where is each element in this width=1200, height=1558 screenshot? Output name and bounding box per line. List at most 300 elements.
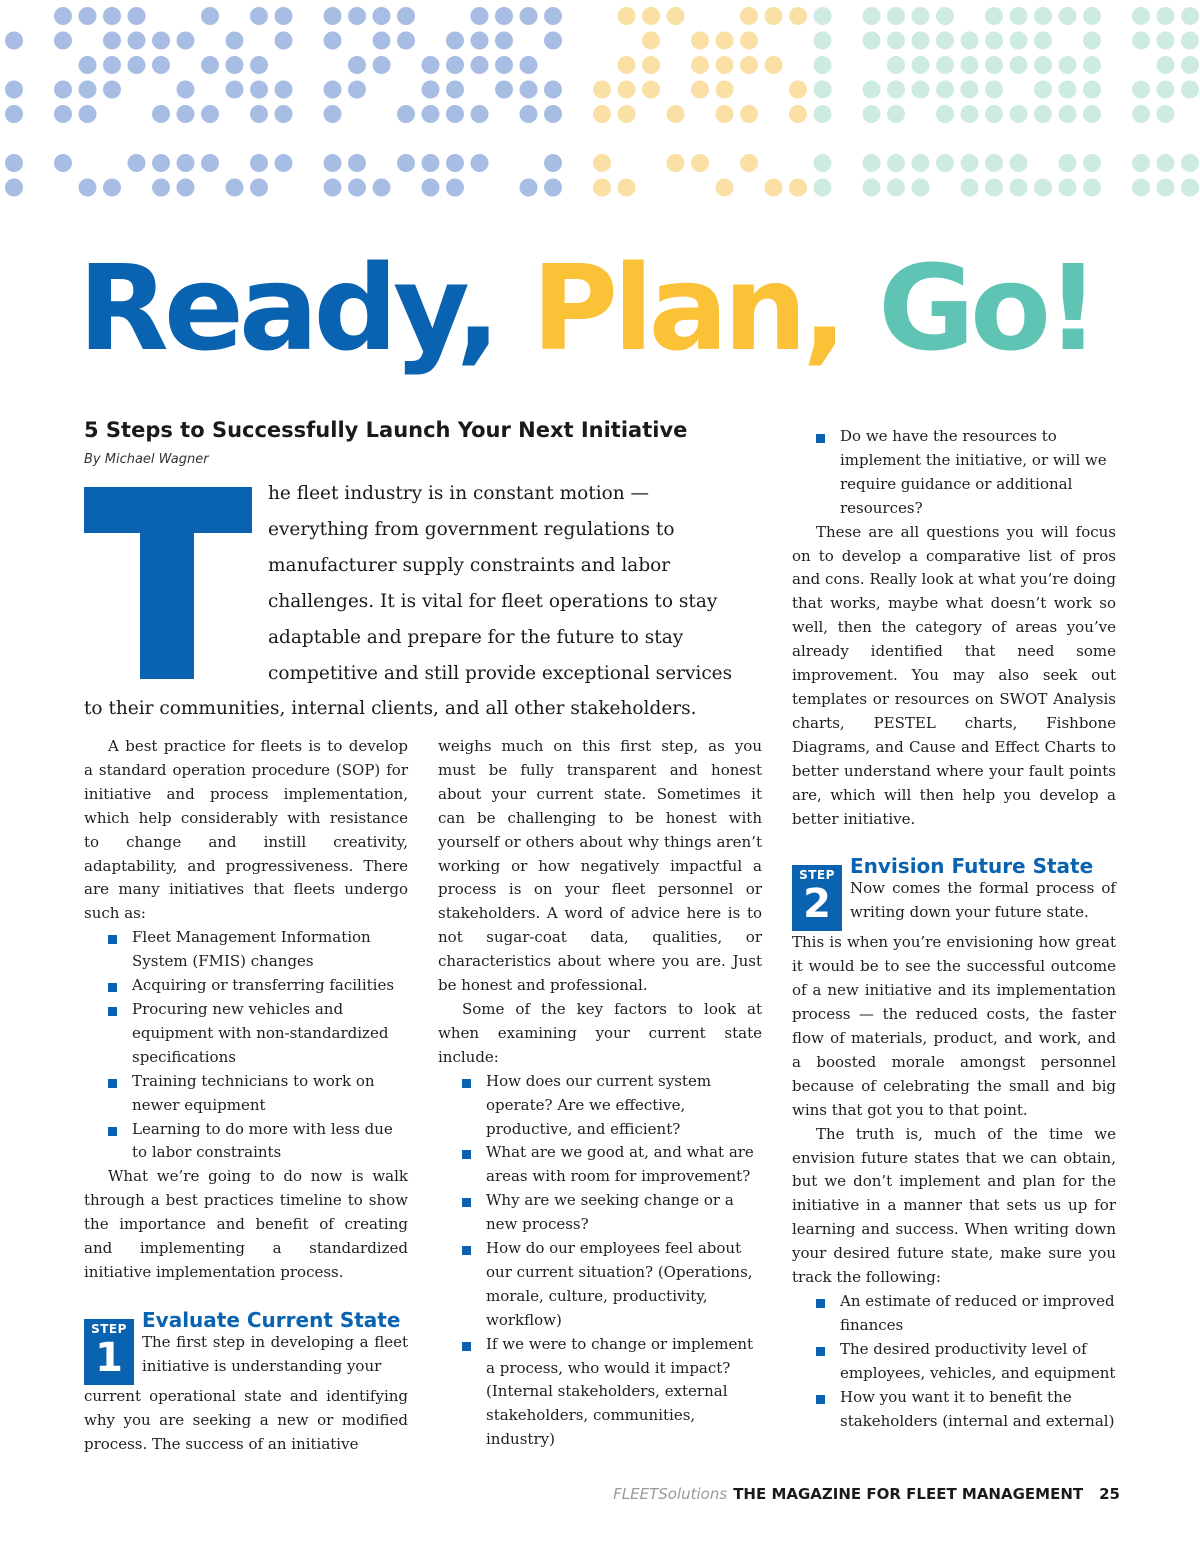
decorative-dot bbox=[446, 154, 464, 172]
list-item: Acquiring or transferring facilities bbox=[84, 974, 408, 998]
decorative-dot bbox=[79, 56, 97, 74]
decorative-dot bbox=[324, 7, 342, 25]
list-item: Learning to do more with less due to labor constraints bbox=[84, 1118, 408, 1166]
page-footer bbox=[613, 1484, 1120, 1504]
decorative-dot bbox=[961, 81, 979, 99]
decorative-dot bbox=[1010, 179, 1028, 197]
decorative-dot bbox=[961, 179, 979, 197]
decorative-dot bbox=[103, 56, 121, 74]
decorative-dot bbox=[520, 56, 538, 74]
decorative-dot bbox=[593, 179, 611, 197]
decorative-dot bbox=[740, 56, 758, 74]
decorative-dot bbox=[936, 7, 954, 25]
col1-paragraph-1: A best practice for fleets is to develop a standard operation procedure (SOP) for initiative and process implementation, which help considerably with resistance to change and instill creativity, adaptability, and progressiveness. There are many initiatives that fleets undergo such as: bbox=[84, 737, 408, 923]
decorative-dot bbox=[1157, 56, 1175, 74]
bullet-square-icon bbox=[462, 1342, 471, 1351]
decorative-dot bbox=[1010, 32, 1028, 50]
decorative-dot bbox=[1034, 105, 1052, 123]
decorative-dot bbox=[177, 179, 195, 197]
decorative-dot bbox=[814, 154, 832, 172]
decorative-dot bbox=[275, 81, 293, 99]
decorative-dot bbox=[936, 56, 954, 74]
decorative-dot bbox=[128, 7, 146, 25]
decorative-dot bbox=[1157, 81, 1175, 99]
col3-track-list bbox=[792, 1290, 1116, 1433]
decorative-dot bbox=[1181, 179, 1199, 197]
decorative-dot bbox=[814, 56, 832, 74]
decorative-dot bbox=[520, 7, 538, 25]
bullet-square-icon bbox=[462, 1079, 471, 1088]
bullet-square-icon bbox=[108, 1127, 117, 1136]
decorative-dot bbox=[936, 32, 954, 50]
decorative-dot bbox=[54, 105, 72, 123]
col1-paragraph-2: What we’re going to do now is walk through a best practices timeline to show the importance and benefit of creating and implementing a standardized initiative implementation process. bbox=[84, 1167, 408, 1281]
decorative-dot bbox=[765, 7, 783, 25]
decorative-dot bbox=[1059, 179, 1077, 197]
decorative-dot bbox=[1132, 179, 1150, 197]
decorative-dot bbox=[471, 56, 489, 74]
decorative-dot bbox=[691, 154, 709, 172]
lead-line-6: competitive and still provide exceptional services bbox=[268, 663, 733, 684]
decorative-dot bbox=[201, 7, 219, 25]
decorative-dot bbox=[1157, 105, 1175, 123]
decorative-dot bbox=[226, 179, 244, 197]
decorative-dot bbox=[103, 81, 121, 99]
decorative-dot bbox=[814, 179, 832, 197]
decorative-dot bbox=[275, 32, 293, 50]
decorative-dot bbox=[1083, 7, 1101, 25]
decorative-dot bbox=[103, 7, 121, 25]
decorative-dot bbox=[471, 154, 489, 172]
list-item: How you want it to benefit the stakeholders (internal and external) bbox=[792, 1386, 1116, 1434]
col3-paragraph-1: These are all questions you will focus on to develop a comparative list of pros and cons. Really look at what you’re doing that works, maybe what doesn’t work so well, then the category of areas you’ve already identified that need some improvement. You may also seek out templates or resources on SWOT Analysis charts, PESTEL charts, Fishbone Diagrams, and Cause and Effect Charts to better understand where your fault points are, which will then help you develop a better initiative. bbox=[792, 522, 1116, 828]
decorative-dot bbox=[642, 32, 660, 50]
decorative-dot bbox=[495, 56, 513, 74]
decorative-dot bbox=[79, 7, 97, 25]
decorative-dot bbox=[250, 105, 268, 123]
decorative-dot bbox=[446, 32, 464, 50]
list-item: How does our current system operate? Are we effective, productive, and efficient? bbox=[438, 1070, 762, 1142]
decorative-dot bbox=[985, 81, 1003, 99]
decorative-dot bbox=[912, 179, 930, 197]
headline-word-go: Go! bbox=[878, 239, 1095, 377]
decorative-dot bbox=[985, 56, 1003, 74]
step-2-badge bbox=[792, 865, 842, 931]
decorative-dot bbox=[201, 105, 219, 123]
decorative-dot bbox=[128, 154, 146, 172]
decorative-dot bbox=[324, 179, 342, 197]
decorative-dot bbox=[936, 105, 954, 123]
decorative-dot bbox=[1181, 32, 1199, 50]
bullet-square-icon bbox=[462, 1246, 471, 1255]
decorative-dot bbox=[250, 154, 268, 172]
decorative-dot bbox=[912, 56, 930, 74]
list-item: Procuring new vehicles and equipment with non-standardized specifications bbox=[84, 998, 408, 1070]
decorative-dot bbox=[226, 81, 244, 99]
decorative-dot bbox=[618, 56, 636, 74]
decorative-dot bbox=[667, 154, 685, 172]
dropcap-letter bbox=[84, 487, 252, 679]
list-item: Do we have the resources to implement the initiative, or will we require guidance or additional resources? bbox=[792, 425, 1116, 521]
decorative-dot bbox=[520, 81, 538, 99]
decorative-dot bbox=[373, 56, 391, 74]
decorative-dot bbox=[740, 154, 758, 172]
magazine-tagline: THE MAGAZINE FOR FLEET MANAGEMENT bbox=[733, 1485, 1084, 1503]
lead-line-4: challenges. It is vital for fleet operations to stay bbox=[268, 591, 718, 612]
list-item: Training technicians to work on newer equipment bbox=[84, 1070, 408, 1118]
decorative-dot bbox=[1132, 81, 1150, 99]
decorative-dot bbox=[544, 81, 562, 99]
bullet-square-icon bbox=[462, 1150, 471, 1159]
decorative-dot bbox=[275, 154, 293, 172]
col1-initiative-list bbox=[84, 926, 408, 1165]
decorative-dot bbox=[1132, 32, 1150, 50]
decorative-dot bbox=[152, 56, 170, 74]
decorative-dot bbox=[1083, 154, 1101, 172]
decorative-dot bbox=[544, 179, 562, 197]
decorative-dot bbox=[814, 81, 832, 99]
decorative-dot bbox=[863, 154, 881, 172]
decorative-dot bbox=[1059, 7, 1077, 25]
decorative-dot bbox=[495, 81, 513, 99]
decorative-dot bbox=[5, 32, 23, 50]
decorative-dot bbox=[1181, 7, 1199, 25]
decorative-dot bbox=[961, 56, 979, 74]
decorative-dot bbox=[1083, 179, 1101, 197]
decorative-dot bbox=[618, 81, 636, 99]
decorative-dot bbox=[422, 81, 440, 99]
decorative-dot bbox=[667, 7, 685, 25]
list-item: If we were to change or implement a process, who would it impact? (Internal stakeholders, external stakeholders, communities, industry) bbox=[438, 1333, 762, 1453]
decorative-dot bbox=[1157, 179, 1175, 197]
decorative-dot bbox=[177, 32, 195, 50]
decorative-dot bbox=[716, 56, 734, 74]
decorative-dot bbox=[863, 81, 881, 99]
decorative-dot bbox=[1034, 7, 1052, 25]
bullet-square-icon bbox=[816, 1347, 825, 1356]
decorative-dot bbox=[593, 105, 611, 123]
decorative-dot bbox=[1157, 7, 1175, 25]
decorative-dot bbox=[961, 154, 979, 172]
decorative-dot bbox=[54, 154, 72, 172]
decorative-dot bbox=[177, 105, 195, 123]
step-1-title: Evaluate Current State bbox=[142, 1307, 401, 1332]
decorative-dot bbox=[275, 7, 293, 25]
step-1-text-continued: current operational state and identifying why you are seeking a new or modified process. The success of an initiative bbox=[84, 1386, 408, 1453]
decorative-dot-pattern bbox=[0, 0, 1200, 205]
decorative-dot bbox=[887, 105, 905, 123]
magazine-brand: FLEETSolutions bbox=[613, 1485, 728, 1503]
step-2-header bbox=[792, 853, 1116, 931]
decorative-dot bbox=[397, 32, 415, 50]
decorative-dot bbox=[863, 32, 881, 50]
decorative-dot bbox=[1010, 154, 1028, 172]
headline-word-plan: Plan, bbox=[531, 239, 843, 377]
lead-line-3: manufacturer supply constraints and labor bbox=[268, 555, 671, 576]
page-number: 25 bbox=[1099, 1485, 1120, 1503]
decorative-dot bbox=[814, 32, 832, 50]
decorative-dot bbox=[544, 7, 562, 25]
decorative-dot bbox=[152, 179, 170, 197]
step-1-header bbox=[84, 1307, 408, 1385]
decorative-dot bbox=[1034, 81, 1052, 99]
decorative-dot bbox=[1157, 32, 1175, 50]
decorative-dot bbox=[863, 105, 881, 123]
bullet-square-icon bbox=[108, 983, 117, 992]
decorative-dot bbox=[1132, 7, 1150, 25]
decorative-dot bbox=[446, 105, 464, 123]
decorative-dot bbox=[446, 179, 464, 197]
col3-resources-list bbox=[792, 425, 1116, 521]
decorative-dot bbox=[54, 32, 72, 50]
decorative-dot bbox=[716, 81, 734, 99]
col3-paragraph-2: The truth is, much of the time we envision future states that we can obtain, but we don’t implement and plan for the initiative in a manner that sets us up for learning and success. When writing down your desired future state, make sure you track the following: bbox=[792, 1124, 1116, 1287]
decorative-dot bbox=[1059, 105, 1077, 123]
step-label: STEP bbox=[91, 1321, 127, 1336]
decorative-dot bbox=[1059, 56, 1077, 74]
decorative-dot bbox=[495, 32, 513, 50]
decorative-dot bbox=[1059, 154, 1077, 172]
decorative-dot bbox=[642, 7, 660, 25]
decorative-dot bbox=[691, 56, 709, 74]
decorative-dot bbox=[887, 56, 905, 74]
decorative-dot bbox=[79, 179, 97, 197]
decorative-dot bbox=[936, 154, 954, 172]
decorative-dot bbox=[789, 7, 807, 25]
decorative-dot bbox=[446, 56, 464, 74]
step-2-title: Envision Future State bbox=[850, 854, 1094, 879]
step-number: 1 bbox=[95, 1334, 123, 1381]
decorative-dot bbox=[177, 154, 195, 172]
decorative-dot bbox=[54, 81, 72, 99]
list-item: An estimate of reduced or improved finances bbox=[792, 1290, 1116, 1338]
article-subtitle: 5 Steps to Successfully Launch Your Next Initiative bbox=[84, 418, 688, 442]
decorative-dot bbox=[5, 81, 23, 99]
decorative-dot bbox=[1083, 81, 1101, 99]
decorative-dot bbox=[863, 7, 881, 25]
decorative-dot bbox=[789, 105, 807, 123]
decorative-dot bbox=[740, 32, 758, 50]
decorative-dot bbox=[422, 179, 440, 197]
decorative-dot bbox=[397, 105, 415, 123]
decorative-dot bbox=[1132, 154, 1150, 172]
decorative-dot bbox=[985, 105, 1003, 123]
decorative-dot bbox=[618, 179, 636, 197]
decorative-dot bbox=[422, 56, 440, 74]
decorative-dot bbox=[1181, 154, 1199, 172]
decorative-dot bbox=[128, 56, 146, 74]
decorative-dot bbox=[128, 32, 146, 50]
decorative-dot bbox=[152, 32, 170, 50]
decorative-dot bbox=[716, 179, 734, 197]
decorative-dot bbox=[912, 154, 930, 172]
decorative-dot bbox=[642, 81, 660, 99]
bullet-square-icon bbox=[816, 434, 825, 443]
bullet-square-icon bbox=[108, 935, 117, 944]
decorative-dot bbox=[348, 7, 366, 25]
decorative-dot bbox=[618, 105, 636, 123]
decorative-dot bbox=[520, 105, 538, 123]
decorative-dot bbox=[103, 179, 121, 197]
decorative-dot bbox=[348, 56, 366, 74]
decorative-dot bbox=[544, 154, 562, 172]
decorative-dot bbox=[5, 179, 23, 197]
bullet-square-icon bbox=[816, 1299, 825, 1308]
decorative-dot bbox=[422, 105, 440, 123]
step-2-text-start: Now comes the formal process of writing down your future state. bbox=[850, 879, 1116, 922]
decorative-dot bbox=[1083, 32, 1101, 50]
step-1-badge bbox=[84, 1319, 134, 1385]
decorative-dot bbox=[887, 32, 905, 50]
decorative-dot bbox=[1010, 7, 1028, 25]
decorative-dot bbox=[446, 81, 464, 99]
lead-line-1: he fleet industry is in constant motion — bbox=[268, 483, 650, 504]
step-1-text-start: The first step in developing a fleet initiative is understanding your bbox=[142, 1332, 408, 1375]
decorative-dot bbox=[250, 179, 268, 197]
decorative-dot bbox=[789, 179, 807, 197]
decorative-dot bbox=[250, 81, 268, 99]
col2-key-factors-list bbox=[438, 1070, 762, 1453]
decorative-dot bbox=[324, 105, 342, 123]
decorative-dot bbox=[642, 56, 660, 74]
decorative-dot bbox=[397, 154, 415, 172]
decorative-dot bbox=[691, 32, 709, 50]
decorative-dot bbox=[985, 179, 1003, 197]
decorative-dot bbox=[79, 105, 97, 123]
decorative-dot bbox=[765, 179, 783, 197]
lead-line-5: adaptable and prepare for the future to stay bbox=[268, 627, 684, 648]
decorative-dot bbox=[1034, 179, 1052, 197]
decorative-dot bbox=[740, 105, 758, 123]
decorative-dot bbox=[324, 81, 342, 99]
decorative-dot bbox=[324, 32, 342, 50]
column-1 bbox=[84, 735, 408, 1457]
decorative-dot bbox=[177, 81, 195, 99]
decorative-dot bbox=[985, 32, 1003, 50]
decorative-dot bbox=[495, 7, 513, 25]
decorative-dot bbox=[152, 105, 170, 123]
decorative-dot bbox=[887, 81, 905, 99]
lead-line-7: to their communities, internal clients, and all other stakeholders. bbox=[84, 698, 697, 719]
decorative-dot bbox=[814, 105, 832, 123]
byline: By Michael Wagner bbox=[84, 452, 209, 467]
step-label: STEP bbox=[799, 868, 835, 883]
decorative-dot bbox=[1010, 56, 1028, 74]
decorative-dot bbox=[5, 105, 23, 123]
step-number: 2 bbox=[803, 881, 831, 928]
decorative-dot bbox=[961, 105, 979, 123]
decorative-dot bbox=[397, 7, 415, 25]
decorative-dot bbox=[348, 81, 366, 99]
lead-line-2: everything from government regulations to bbox=[268, 519, 675, 540]
decorative-dot bbox=[887, 7, 905, 25]
decorative-dot bbox=[152, 154, 170, 172]
bullet-square-icon bbox=[108, 1079, 117, 1088]
decorative-dot bbox=[716, 32, 734, 50]
decorative-dot bbox=[985, 154, 1003, 172]
decorative-dot bbox=[471, 32, 489, 50]
decorative-dot bbox=[667, 105, 685, 123]
decorative-dot bbox=[1083, 105, 1101, 123]
decorative-dot bbox=[691, 81, 709, 99]
list-item: How do our employees feel about our current situation? (Operations, morale, culture, productivity, workflow) bbox=[438, 1237, 762, 1333]
decorative-dot bbox=[1059, 81, 1077, 99]
decorative-dot bbox=[1132, 105, 1150, 123]
decorative-dot bbox=[716, 105, 734, 123]
decorative-dot bbox=[373, 179, 391, 197]
decorative-dot bbox=[226, 56, 244, 74]
decorative-dot bbox=[1181, 56, 1199, 74]
decorative-dot bbox=[936, 81, 954, 99]
decorative-dot bbox=[912, 81, 930, 99]
decorative-dot bbox=[373, 32, 391, 50]
step-2-text-continued: This is when you’re envisioning how great it would be to see the successful outcome of a new initiative and its implementation process — the reduced costs, the faster flow of materials, product, and work, and a boosted morale amongst personnel because of celebrating the small and big wins that got you to that point. bbox=[792, 933, 1116, 1119]
decorative-dot bbox=[544, 105, 562, 123]
headline-word-ready: Ready, bbox=[78, 239, 496, 377]
decorative-dot bbox=[54, 7, 72, 25]
decorative-dot bbox=[520, 179, 538, 197]
decorative-dot bbox=[1181, 81, 1199, 99]
decorative-dot bbox=[765, 56, 783, 74]
decorative-dot bbox=[789, 81, 807, 99]
decorative-dot bbox=[422, 154, 440, 172]
col2-paragraph-2: Some of the key factors to look at when examining your current state include: bbox=[438, 999, 762, 1066]
decorative-dot bbox=[912, 32, 930, 50]
decorative-dot bbox=[887, 154, 905, 172]
decorative-dot bbox=[201, 56, 219, 74]
decorative-dot bbox=[618, 7, 636, 25]
decorative-dot bbox=[912, 7, 930, 25]
decorative-dot bbox=[1010, 105, 1028, 123]
decorative-dot bbox=[985, 7, 1003, 25]
decorative-dot bbox=[348, 179, 366, 197]
decorative-dot bbox=[373, 7, 391, 25]
column-3 bbox=[792, 425, 1116, 1433]
decorative-dot bbox=[226, 32, 244, 50]
bullet-square-icon bbox=[108, 1007, 117, 1016]
decorative-dot bbox=[1034, 56, 1052, 74]
decorative-dot bbox=[1083, 56, 1101, 74]
list-item: Fleet Management Information System (FMIS) changes bbox=[84, 926, 408, 974]
decorative-dot bbox=[201, 154, 219, 172]
decorative-dot bbox=[961, 32, 979, 50]
decorative-dot bbox=[324, 154, 342, 172]
list-item: Why are we seeking change or a new process? bbox=[438, 1189, 762, 1237]
decorative-dot bbox=[250, 56, 268, 74]
decorative-dot bbox=[593, 81, 611, 99]
list-item: The desired productivity level of employees, vehicles, and equipment bbox=[792, 1338, 1116, 1386]
bullet-square-icon bbox=[816, 1395, 825, 1404]
decorative-dot bbox=[593, 154, 611, 172]
decorative-dot bbox=[471, 105, 489, 123]
decorative-dot bbox=[103, 32, 121, 50]
decorative-dot bbox=[740, 7, 758, 25]
decorative-dot bbox=[814, 7, 832, 25]
column-2 bbox=[438, 735, 762, 1452]
decorative-dot bbox=[79, 81, 97, 99]
decorative-dot bbox=[1034, 32, 1052, 50]
decorative-dot bbox=[5, 154, 23, 172]
col2-paragraph-1: weighs much on this first step, as you must be fully transparent and honest about your current state. Sometimes it can be challenging to be honest with yourself or others about why things aren’t working or how negatively impactful a process is on your fleet personnel or stakeholders. A word of advice here is to not sugar-coat data, qualities, or characteristics about where you are. Just be honest and professional. bbox=[438, 737, 762, 995]
decorative-dot bbox=[887, 179, 905, 197]
decorative-dot bbox=[348, 154, 366, 172]
decorative-dot bbox=[275, 105, 293, 123]
decorative-dot bbox=[544, 32, 562, 50]
list-item: What are we good at, and what are areas with room for improvement? bbox=[438, 1141, 762, 1189]
decorative-dot bbox=[471, 7, 489, 25]
decorative-dot bbox=[863, 179, 881, 197]
headline bbox=[78, 238, 1095, 380]
